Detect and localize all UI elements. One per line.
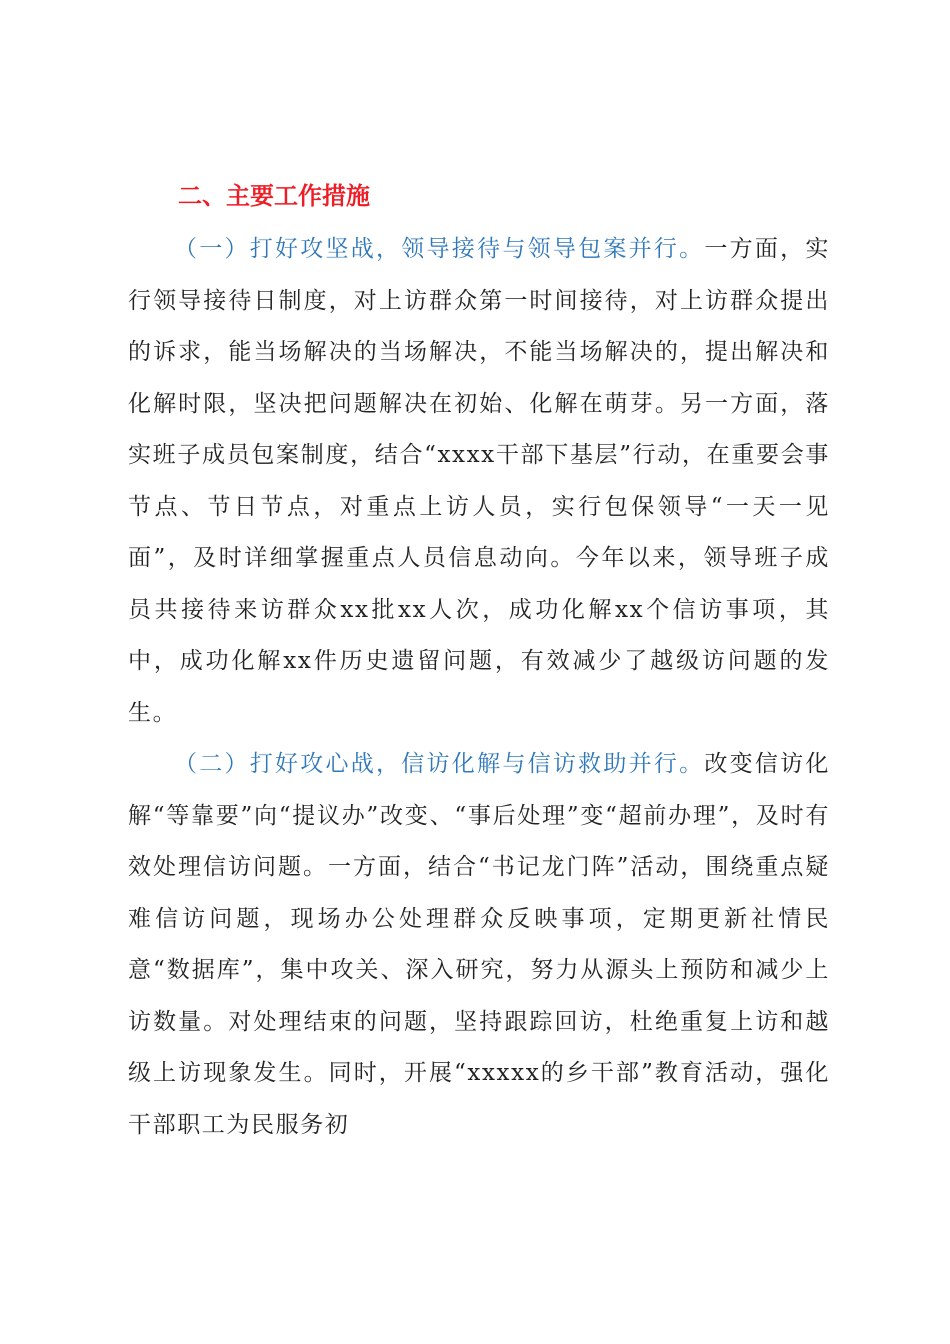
paragraph-1-subheading: （一）打好攻坚战，领导接待与领导包案并行。 xyxy=(174,236,705,262)
paragraph-2 xyxy=(128,739,830,1151)
paragraph-1-body: 一方面，实行领导接待日制度，对上访群众第一时间接待，对上访群众提出的诉求，能当场解决的当场解决，不能当场解决的，提出解决和化解时限，坚决把问题解决在初始、化解在萌芽。另一方面，落实班子成员包案制度，结合“xxxx干部下基层”行动，在重要会事节点、节日节点，对重点上访人员，实行包保领导“一天一见面”，及时详细掌握重点人员信息动向。今年以来，领导班子成员共接待来访群众xx批xx人次，成功化解xx个信访事项，其中，成功化解xx件历史遗留问题，有效减少了越级访问题的发生。 xyxy=(128,236,830,726)
paragraph-1 xyxy=(128,224,830,739)
document-content xyxy=(128,172,830,1151)
paragraph-2-subheading: （二）打好攻心战，信访化解与信访救助并行。 xyxy=(174,751,705,777)
paragraph-2-body: 改变信访化解“等靠要”向“提议办”改变、“事后处理”变“超前办理”，及时有效处理信访问题。一方面，结合“书记龙门阵”活动，围绕重点疑难信访问题，现场办公处理群众反映事项，定期更新社情民意“数据库”，集中攻关、深入研究，努力从源头上预防和减少上访数量。对处理结束的问题，坚持跟踪回访，杜绝重复上访和越级上访现象发生。同时，开展“xxxxx的乡干部”教育活动，强化干部职工为民服务初 xyxy=(128,751,830,1138)
section-heading: 二、主要工作措施 xyxy=(178,182,370,210)
